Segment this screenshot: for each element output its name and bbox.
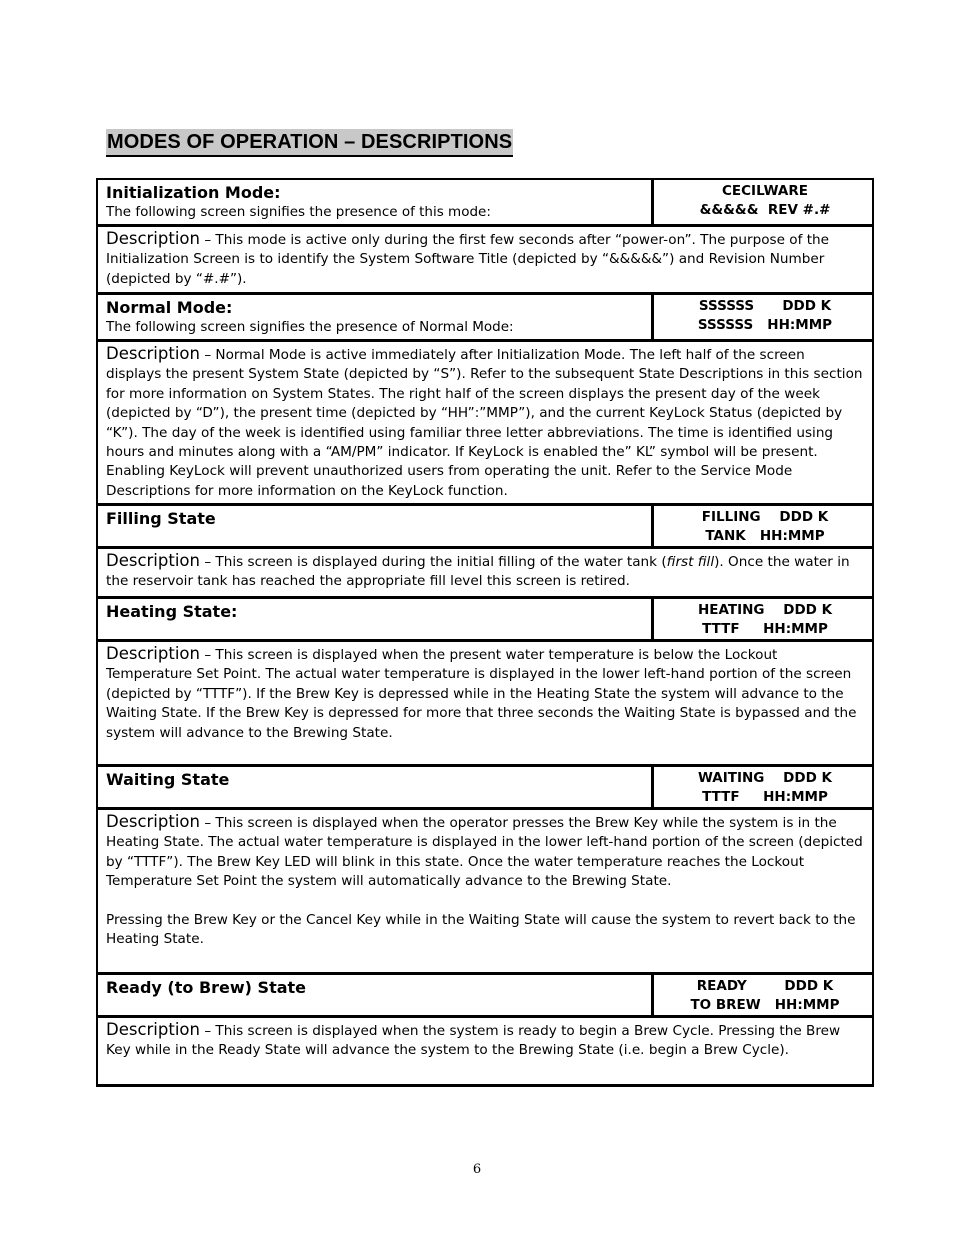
screen-line-2: &&&&& REV #.#: [699, 202, 831, 218]
description-text: – This screen is displayed during the initial filling of the water tank (first fill). Once the water in the reservoir tank has reached the appropriate fill level this screen is retired.: [106, 554, 850, 590]
page-number: 6: [472, 1162, 482, 1177]
mode-description: [98, 642, 872, 767]
screen-line-1: HEATING DDD K: [697, 602, 833, 618]
mode-row-filling: [98, 506, 872, 549]
lcd-screen-sample: [658, 180, 872, 224]
description-paragraph: Pressing the Brew Key or the Cancel Key while in the Waiting State will cause the system to revert back to the Heating State.: [106, 911, 856, 948]
mode-row-normal: [98, 295, 872, 342]
lcd-screen-sample: [658, 767, 872, 807]
mode-label-cell: [98, 767, 654, 807]
screen-line-2: TANK HH:MMP: [705, 528, 825, 544]
lcd-screen-sample: [658, 599, 872, 639]
description-paragraph: [106, 812, 864, 892]
mode-title: Initialization Mode:: [106, 183, 281, 202]
lcd-screen-sample: [658, 506, 872, 546]
mode-label-cell: [98, 975, 654, 1015]
description-text: – This mode is active only during the first few seconds after “power-on”. The purpose of the Initialization Screen is to identify the System Software Title (depicted by “&&&&&”) and Revision Number (depicted by “#.#”).: [106, 232, 830, 287]
mode-description: [98, 549, 872, 599]
screen-line-1: CECILWARE: [722, 183, 808, 199]
mode-row-waiting: [98, 767, 872, 810]
description-lead: Description: [106, 229, 200, 248]
modes-table: [96, 178, 874, 1087]
mode-title: Filling State: [106, 509, 216, 528]
mode-description: [98, 227, 872, 295]
mode-label-cell: [98, 599, 654, 639]
description-text: – Normal Mode is active immediately after Initialization Mode. The left half of the screen displays the present System State (depicted by “S”). Refer to the subsequent State Descriptions in this section for more information on System States. The right half of the screen displays the present day of the week (depicted by “D”), the present time (depicted by “HH”:”MMP”), and the current KeyLock Status (depicted by “K”). The day of the week is identified using familiar three letter abbreviations. The time is identified using hours and minutes along with a “AM/PM” indicator. If KeyLock is enabled the” KL” symbol will be present. Enabling KeyLock will prevent unauthorized users from operating the unit. Refer to the Service Mode Descriptions for more information on the KeyLock function.: [106, 347, 863, 499]
description-lead: Description: [106, 344, 200, 363]
lcd-screen-sample: [658, 975, 872, 1015]
mode-title: Ready (to Brew) State: [106, 978, 307, 997]
description-paragraph: [106, 1020, 864, 1061]
description-lead: Description: [106, 1020, 200, 1039]
description-lead: Description: [106, 644, 200, 663]
screen-line-2: SSSSSS HH:MMP: [697, 317, 833, 333]
mode-row-heating: [98, 599, 872, 642]
description-text: – This screen is displayed when the system is ready to begin a Brew Cycle. Pressing the Brew Key while in the Ready State will advance the system to the Brewing State (i.e. begin a Brew Cycle).: [106, 1023, 841, 1059]
mode-subtitle: The following screen signifies the presence of this mode:: [106, 204, 491, 220]
description-paragraph: [106, 229, 864, 289]
mode-title: Normal Mode:: [106, 298, 233, 317]
mode-subtitle: The following screen signifies the presence of Normal Mode:: [106, 319, 514, 335]
screen-line-1: SSSSSS DDD K: [698, 298, 832, 314]
mode-row-ready: [98, 975, 872, 1018]
screen-line-2: TTTF HH:MMP: [702, 789, 828, 805]
mode-label-cell: [98, 506, 654, 546]
mode-label-cell: [98, 295, 654, 339]
mode-row-initialization: [98, 180, 872, 227]
page-heading: MODES OF OPERATION – DESCRIPTIONS: [106, 129, 513, 157]
description-lead: Description: [106, 551, 200, 570]
description-lead: Description: [106, 812, 200, 831]
screen-line-2: TO BREW HH:MMP: [690, 997, 840, 1013]
screen-line-1: FILLING DDD K: [701, 509, 829, 525]
screen-line-2: TTTF HH:MMP: [702, 621, 828, 637]
mode-title: Heating State:: [106, 602, 238, 621]
description-text: – This screen is displayed when the operator presses the Brew Key while the system is in the Heating State. The actual water temperature is displayed in the lower left-hand portion of the screen (depicted by “TTTF”). The Brew Key LED will blink in this state. Once the water temperature reaches the Lockout Temperature Set Point the system will automatically advance to the Brewing State.: [106, 815, 863, 890]
mode-description: [98, 810, 872, 975]
description-paragraph: [106, 344, 864, 501]
screen-line-1: WAITING DDD K: [698, 770, 832, 786]
description-text: – This screen is displayed when the present water temperature is below the Lockout Temperature Set Point. The actual water temperature is displayed in the lower left-hand portion of the screen (depicted by “TTTF”). If the Brew Key is depressed while in the Heating State the system will advance to the Waiting State. If the Brew Key is depressed for more that three seconds the Waiting State is bypassed and the system will advance to the Brewing State.: [106, 647, 857, 741]
description-paragraph: [106, 644, 864, 743]
description-paragraph: [106, 551, 864, 592]
mode-description: [98, 342, 872, 506]
mode-description: [98, 1018, 872, 1087]
screen-line-1: READY DDD K: [696, 978, 834, 994]
lcd-screen-sample: [658, 295, 872, 339]
mode-label-cell: [98, 180, 654, 224]
mode-title: Waiting State: [106, 770, 230, 789]
